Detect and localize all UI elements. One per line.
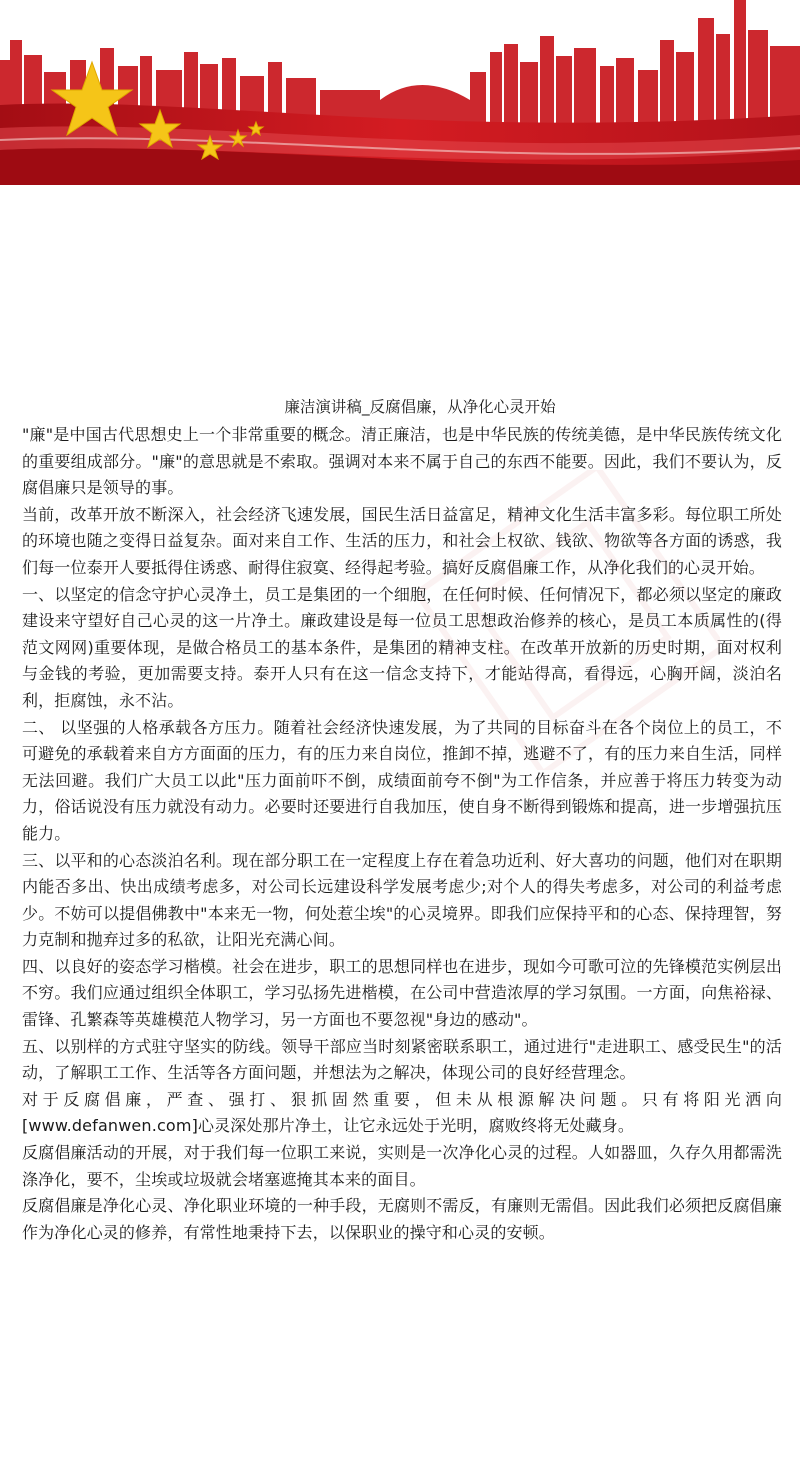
- paragraph-root-cause: 对于反腐倡廉，严查、强打、狠抓固然重要，但未从根源解决问题。只有将阳光洒向[www.defanwen.com]心灵深处那片净土，让它永远处于光明，腐败终将无处藏身。: [22, 1089, 782, 1136]
- paragraph-point-four: 四、以良好的姿态学习楷模。社会在进步，职工的思想同样也在进步，现如今可歌可泣的先锋模范实例层出不穷。我们应通过组织全体职工，学习弘扬先进楷模，在公司中营造浓厚的学习氛围。一方面，向焦裕禄、雷锋、孔繁森等英雄模范人物学习，另一方面也不要忽视"身边的感动"。: [22, 956, 782, 1030]
- paragraph-point-two: 二、 以坚强的人格承载各方压力。随着社会经济快速发展，为了共同的目标奋斗在各个岗位上的员工，不可避免的承载着来自方方面面的压力，有的压力来自岗位，推卸不掉，逃避不了，有的压力来自生活，同样无法回避。我们广大员工以此"压力面前吓不倒，成绩面前夸不倒"为工作信条，并应善于将压力转变为动力，俗话说没有压力就没有动力。必要时还要进行自我加压，使自身不断得到锻炼和提高，进一步增强抗压能力。: [22, 717, 782, 843]
- city-skyline-banner-graphic: [0, 0, 800, 185]
- header-banner: [0, 0, 800, 185]
- document-body: [22, 394, 782, 1246]
- paragraph-intro: "廉"是中国古代思想史上一个非常重要的概念。清正廉洁，也是中华民族的传统美德，是中华民族传统文化的重要组成部分。"廉"的意思就是不索取。强调对本来不属于自己的东西不能要。因此，我们不要认为，反腐倡廉只是领导的事。: [22, 425, 782, 498]
- paragraph-point-three: 三、以平和的心态淡泊名利。现在部分职工在一定程度上存在着急功近利、好大喜功的问题，他们对在职期内能否多出、快出成绩考虑多，对公司长远建设科学发展考虑少;对个人的得失考虑多，对公司的利益考虑少。不妨可以提倡佛教中"本来无一物，何处惹尘埃"的心灵境界。即我们应保持平和的心态、保持理智，努力克制和抛弃过多的私欲，让阳光充满心间。: [22, 850, 782, 950]
- paragraph-context: 当前，改革开放不断深入，社会经济飞速发展，国民生活日益富足，精神文化生活丰富多彩。每位职工所处的环境也随之变得日益复杂。面对来自工作、生活的压力，和社会上权欲、钱欲、物欲等各方面的诱惑，我们每一位泰开人要抵得住诱惑、耐得住寂寞、经得起考验。搞好反腐倡廉工作，从净化我们的心灵开始。: [22, 504, 782, 577]
- paragraph-point-one: 一、以坚定的信念守护心灵净土，员工是集团的一个细胞，在任何时候、任何情况下，都必须以坚定的廉政建设来守望好自己心灵的这一片净土。廉政建设是每一位员工思想政治修养的核心，是员工本质属性的(得范文网网)重要体现，是做合格员工的基本条件，是集团的精神支柱。在改革开放新的历史时期，面对权利与金钱的考验，更加需要支持。泰开人只有在这一信念支持下，才能站得高，看得远，心胸开阔，淡泊名利，拒腐蚀，永不沾。: [22, 584, 782, 710]
- document-title: 廉洁演讲稿_反腐倡廉，从净化心灵开始: [284, 398, 556, 416]
- paragraph-purification: 反腐倡廉活动的开展，对于我们每一位职工来说，实则是一次净化心灵的过程。人如器皿，久存久用都需洗涤净化，要不，尘埃或垃圾就会堵塞遮掩其本来的面目。: [22, 1143, 782, 1189]
- paragraph-conclusion: 反腐倡廉是净化心灵、净化职业环境的一种手段，无腐则不需反，有廉则无需倡。因此我们必须把反腐倡廉作为净化心灵的修养，有常性地秉持下去，以保职业的操守和心灵的安顿。: [22, 1196, 782, 1242]
- paragraph-point-five: 五、以别样的方式驻守坚实的防线。领导干部应当时刻紧密联系职工，通过进行"走进职工、感受民生"的活动，了解职工工作、生活等各方面问题，并想法为之解决，体现公司的良好经营理念。: [22, 1036, 782, 1083]
